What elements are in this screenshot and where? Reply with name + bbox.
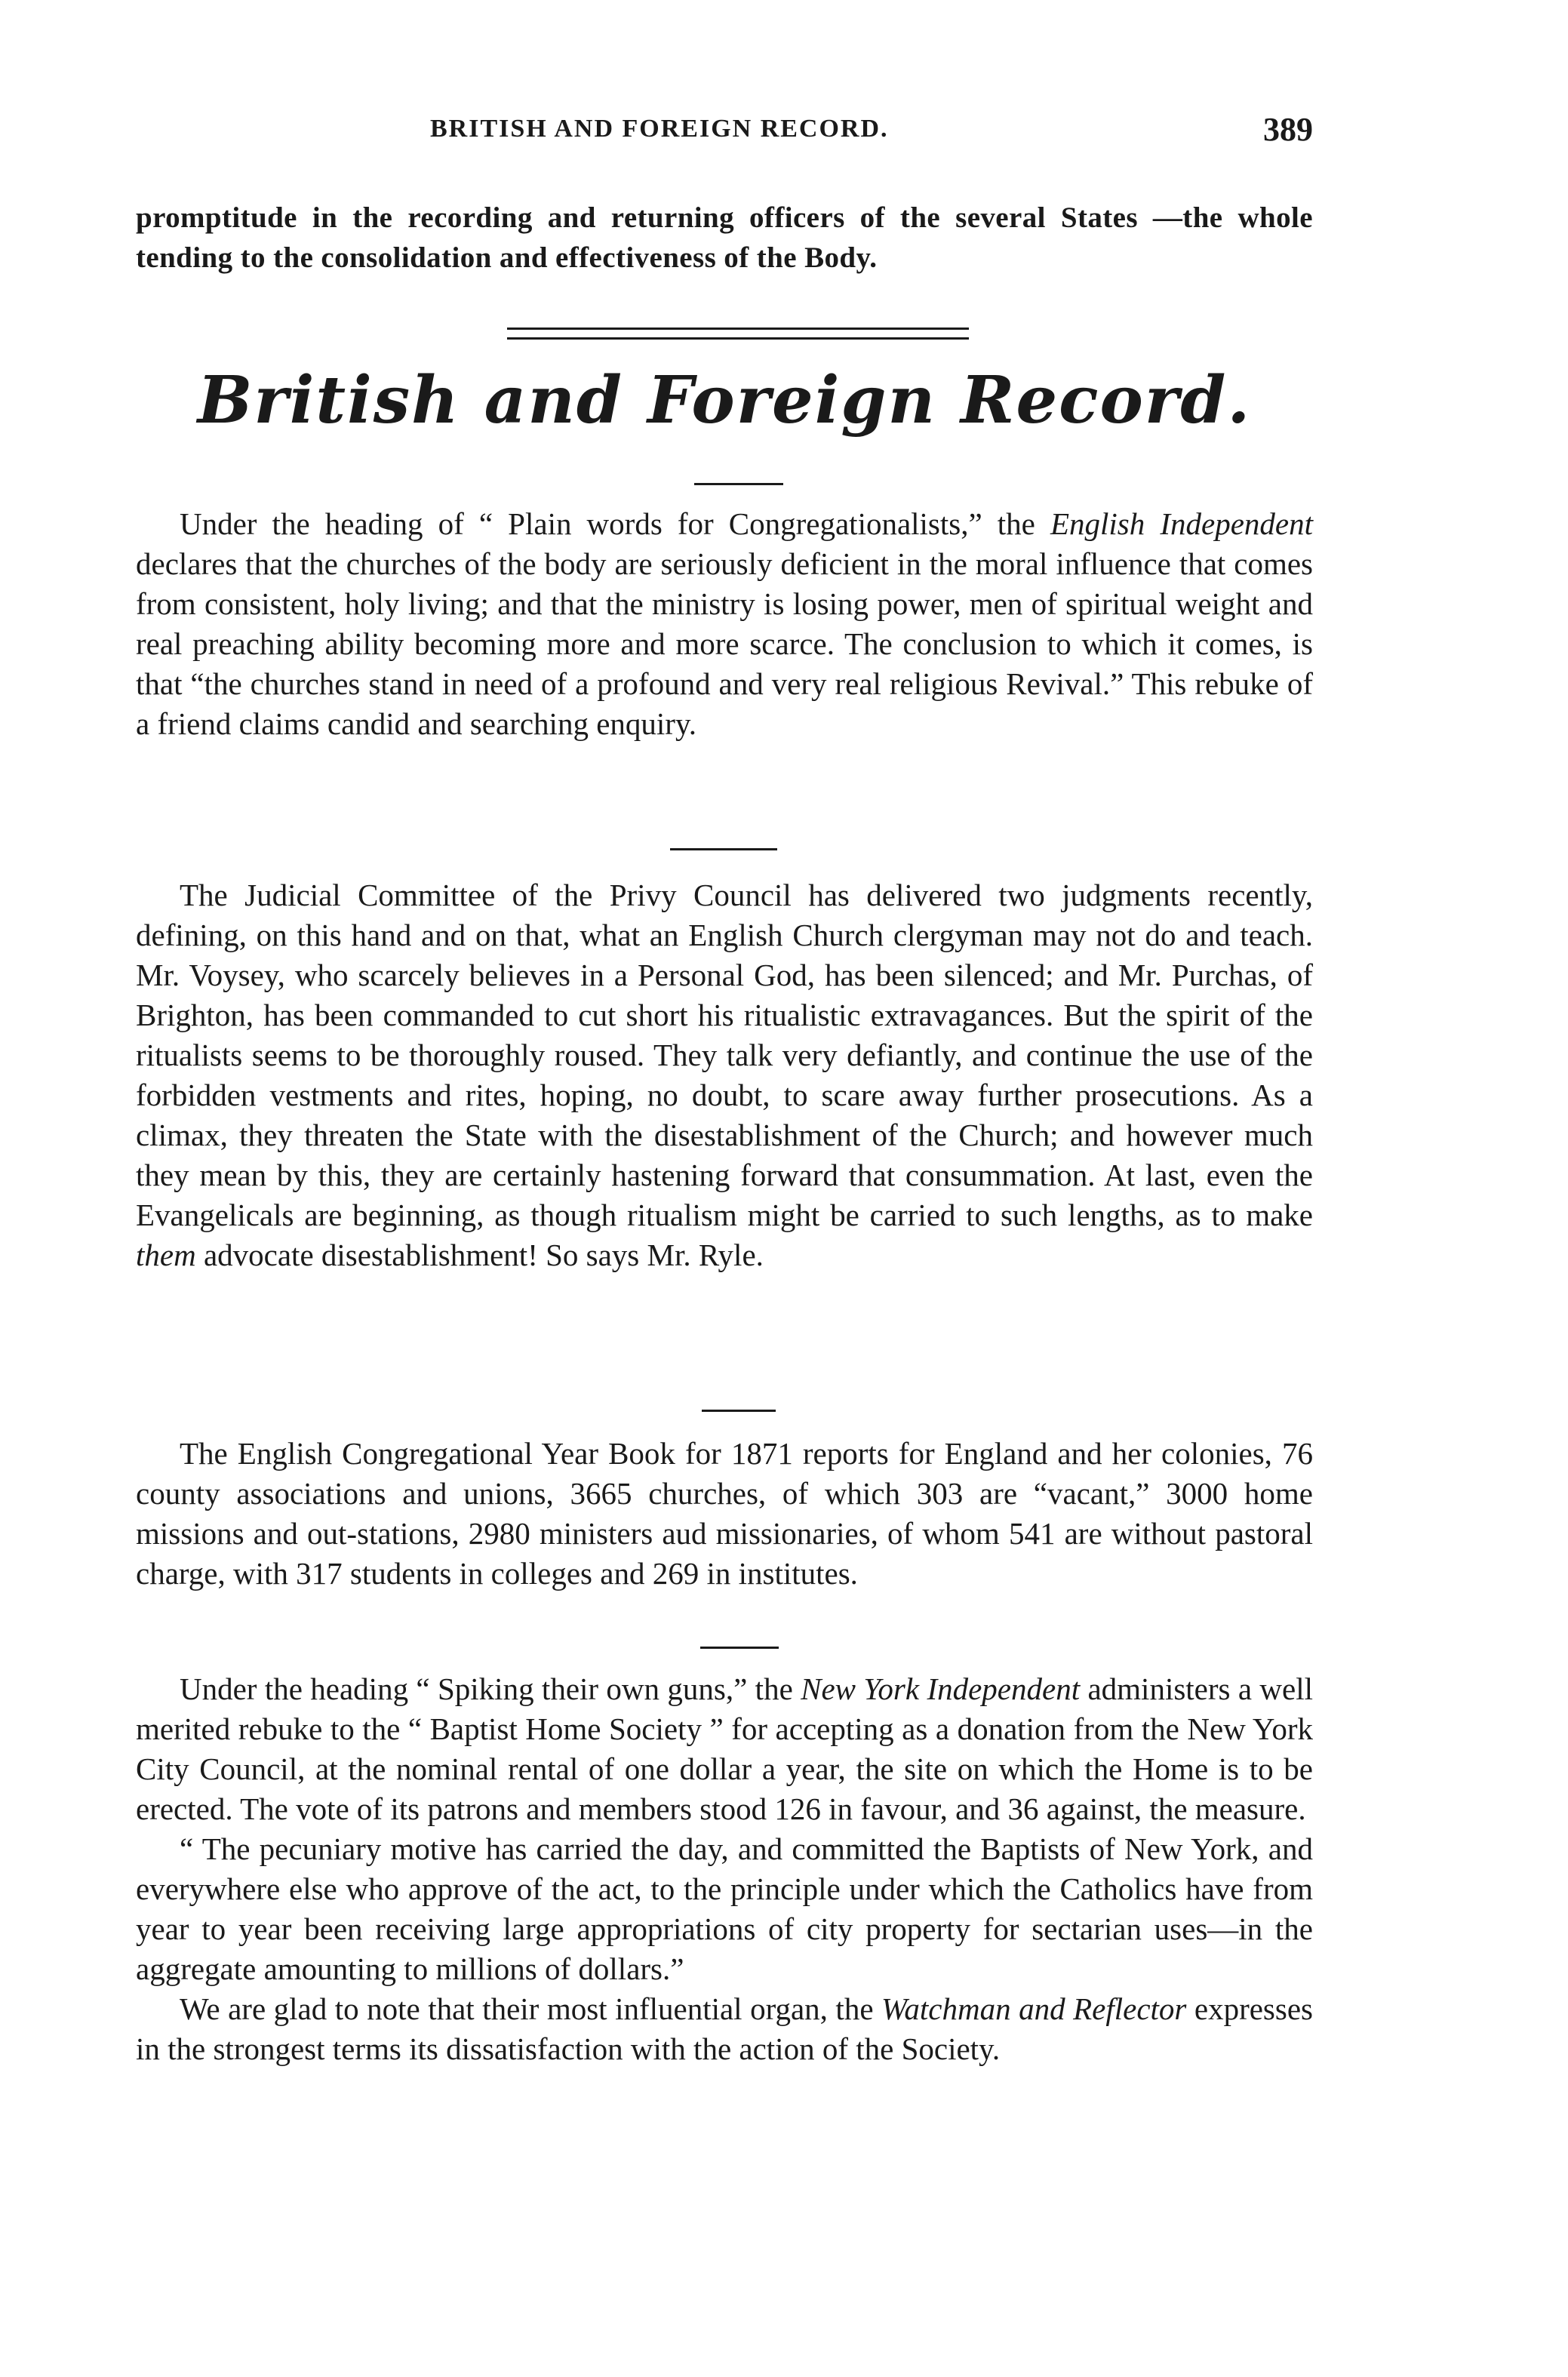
paragraph-text: Under the heading “ Spiking their own guns,” the [180, 1671, 801, 1706]
news-item-english-independent [136, 504, 1313, 744]
paragraph-text: advocate disestablishment! So says Mr. Ryle. [195, 1238, 764, 1272]
paragraph: The English Congregational Year Book for 1871 reports for England and her colonies, 76 county associations and unions, 3665 churches, of which 303 are “vacant,” 3000 home missions and out-stations, 2980 ministers aud missionaries, of whom 541 are without pastoral charge, with 317 students in colleges and 269 in institutes. [136, 1436, 1313, 1591]
running-title: BRITISH AND FOREIGN RECORD. [430, 115, 889, 143]
paragraph-text: expresses in the strongest terms its dissatisfaction with the action of the Society. [136, 1991, 1313, 2066]
page-number: 389 [1263, 111, 1313, 148]
section-heading: British and Foreign Record. [197, 362, 1252, 438]
publication-title: Watchman and Reflector [881, 1991, 1187, 2026]
paragraph-text: The Judicial Committee of the Privy Council has delivered two judgments recently, defining, on this hand and on that, what an English Church clergyman may not do and teach. Mr. Voysey, who scarcely believes in a Personal God, has been silenced; and Mr. Purchas, of Brighton, has been commanded to cut short his ritualistic extravagances. But the spirit of the ritualists seems to be thoroughly roused. They talk very defiantly, and continue the use of the forbidden vestments and rites, hoping, no doubt, to scare away further prosecutions. As a climax, they threaten the State with the disestablishment of the Church; and however much they mean by this, they are certainly hastening forward that consummation. At last, even the Evangelicals are beginning, as though ritualism might be carried to such lengths, as to make [136, 878, 1313, 1232]
paragraph [136, 1989, 1313, 2069]
quoted-paragraph: “ The pecuniary motive has carried the day, and committed the Baptists of New York, and everywhere else who approve of the act, to the principle under which the Catholics have from year to year been receiving large appropriations of city property for sectarian uses—in the aggregate amounting to millions of dollars.” [136, 1831, 1313, 1986]
item-separator-rule [700, 1647, 779, 1649]
heading-underline-rule [694, 483, 783, 485]
paragraph [136, 504, 1313, 744]
item-separator-rule [670, 848, 777, 850]
paragraph [136, 875, 1313, 1275]
news-item-privy-council [136, 875, 1313, 1275]
paragraph-text: declares that the churches of the body are seriously deficient in the moral influence that comes from consistent, holy living; and that the ministry is losing power, men of spiritual weight and real preaching ability becoming more and more scarce. The conclusion to which it comes, is that “the churches stand in need of a profound and very real religious Revival.” This rebuke of a friend claims candid and searching enquiry. [136, 546, 1313, 741]
paragraph-text: Under the heading of “ Plain words for Congregationalists,” the [180, 506, 1050, 541]
publication-title: English Independent [1050, 506, 1314, 541]
item-separator-rule [702, 1410, 776, 1412]
paragraph [136, 1669, 1313, 1829]
section-divider-double-rule [507, 327, 969, 340]
news-item-year-book [136, 1434, 1313, 1594]
emphasis-word: them [136, 1238, 196, 1272]
carryover-text: promptitude in the recording and returning officers of the several States —the whole tending to the consolidation and effectiveness of the Body. [136, 201, 1313, 274]
carryover-paragraph [136, 198, 1313, 278]
paragraph-text: administers a well merited rebuke to the “ Baptist Home Society ” for accepting as a donation from the New York City Council, at the nominal rental of one dollar a year, the site on which the Home is to be erected. The vote of its patrons and members stood 126 in favour, and 36 against, the measure. [136, 1671, 1313, 1826]
news-item-spiking-guns [136, 1669, 1313, 2069]
paragraph-text: We are glad to note that their most influential organ, the [180, 1991, 882, 2026]
publication-title: New York Independent [801, 1671, 1081, 1706]
running-head [136, 111, 1313, 160]
